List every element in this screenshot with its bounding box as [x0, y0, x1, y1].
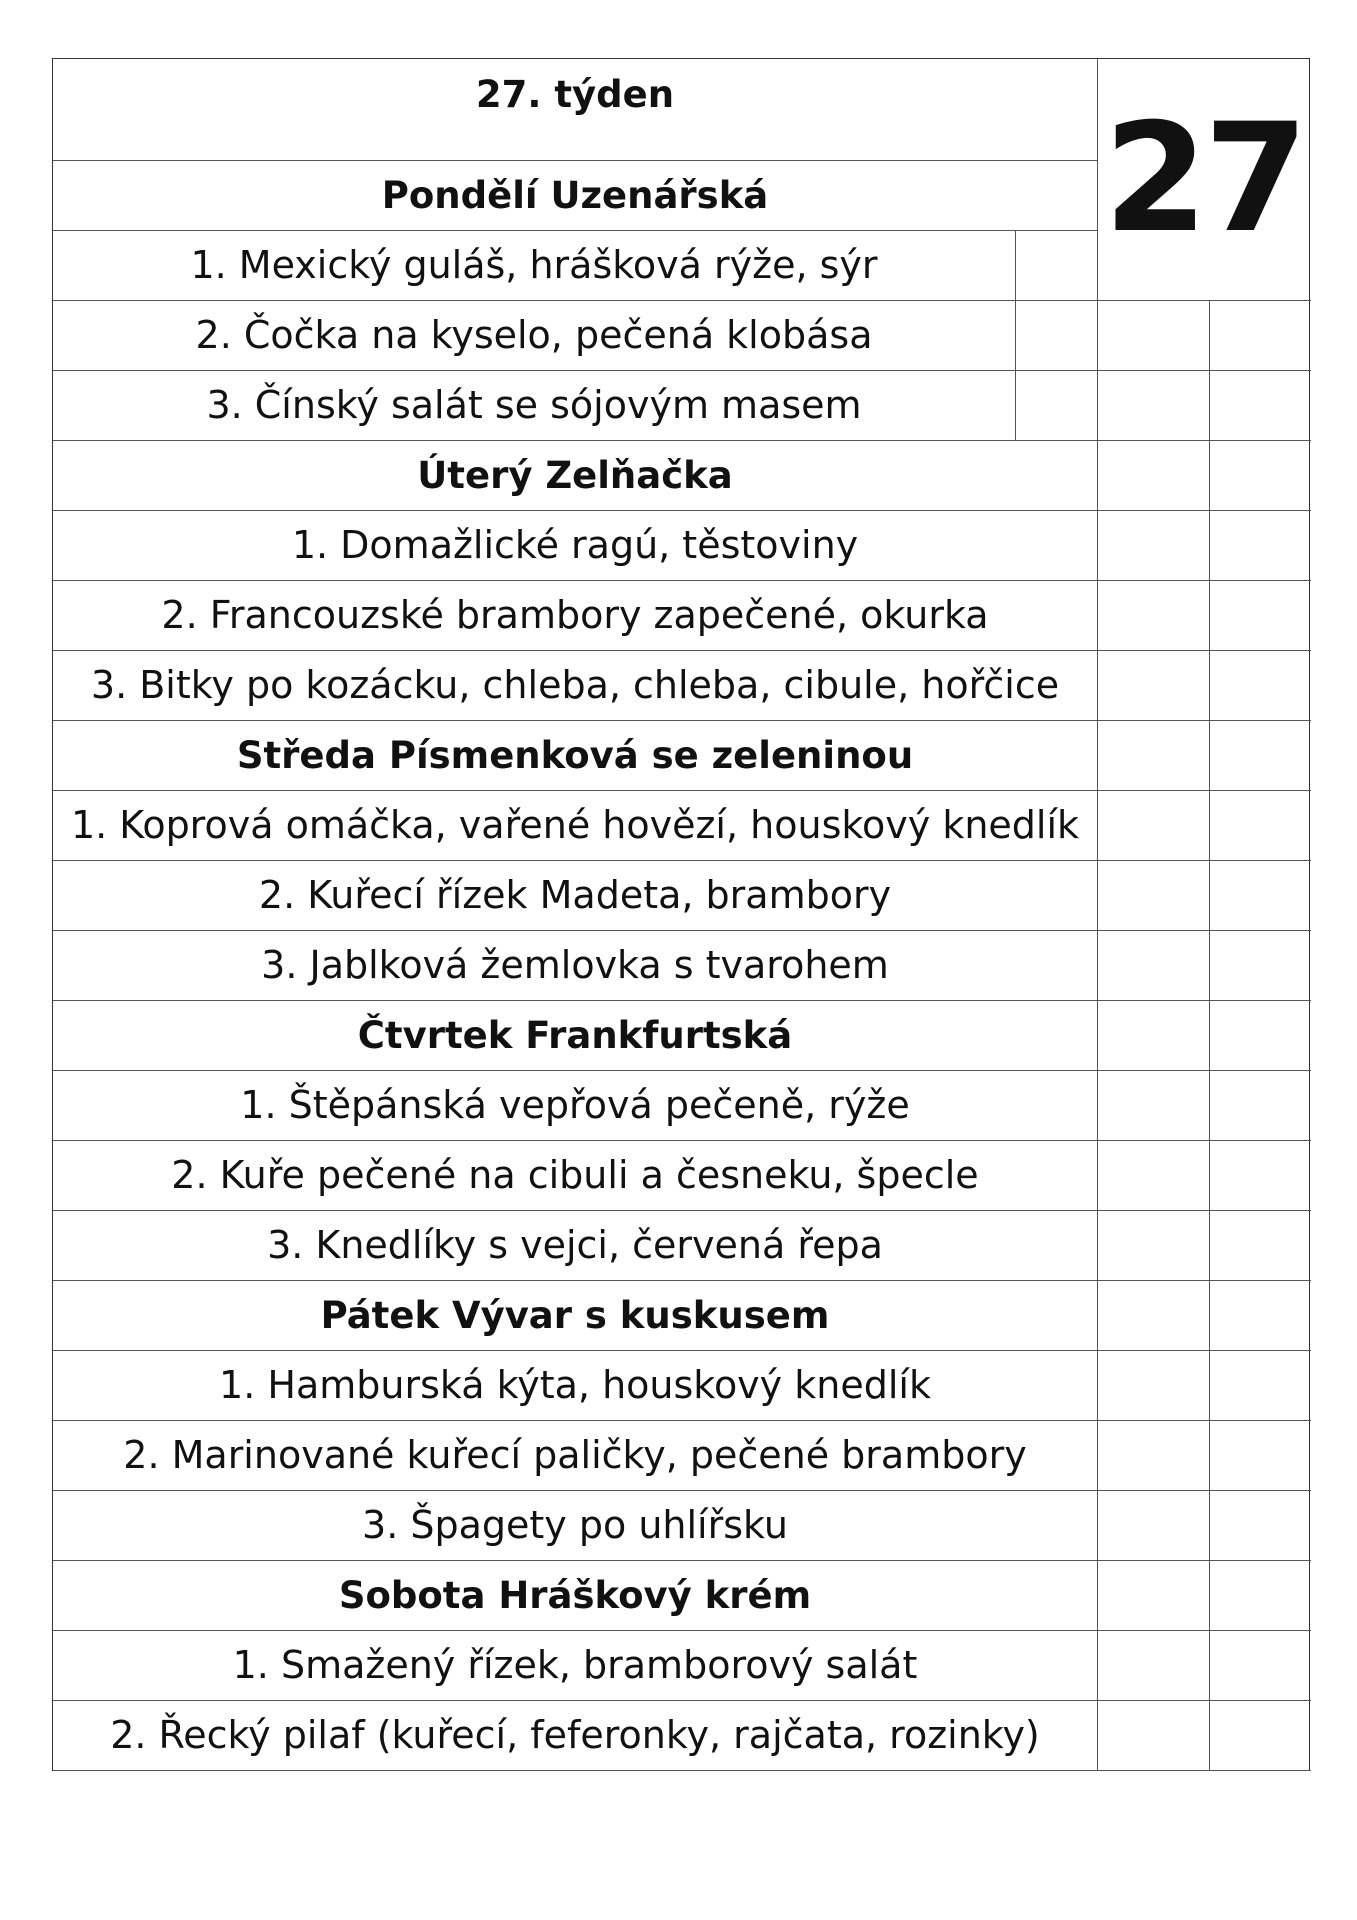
meal-item: 1. Smažený řízek, bramborový salát: [232, 1643, 918, 1687]
meal-item: 2. Řecký pilaf (kuřecí, feferonky, rajčata, rozinky): [110, 1713, 1040, 1757]
day-header: Pátek Vývar s kuskusem: [320, 1293, 830, 1337]
day-header: Pondělí Uzenářská: [381, 173, 769, 217]
day-header: Středa Písmenková se zeleninou: [236, 733, 914, 777]
meal-item: 3. Čínský salát se sójovým masem: [206, 383, 862, 427]
week-title: 27. týden: [475, 73, 675, 116]
meal-item: 2. Kuřecí řízek Madeta, brambory: [258, 873, 892, 917]
menu-table: [52, 58, 1310, 1771]
meal-item: 2. Francouzské brambory zapečené, okurka: [161, 593, 989, 637]
day-header: Sobota Hráškový krém: [338, 1573, 812, 1617]
meal-item: 3. Špagety po uhlířsku: [362, 1503, 788, 1547]
meal-item: 1. Mexický guláš, hrášková rýže, sýr: [190, 243, 878, 287]
meal-item: 3. Knedlíky s vejci, červená řepa: [267, 1223, 883, 1267]
meal-item: 2. Marinované kuřecí paličky, pečené brambory: [123, 1433, 1027, 1477]
meal-item: 3. Bitky po kozácku, chleba, chleba, cibule, hořčice: [90, 663, 1060, 707]
meal-item: 2. Čočka na kyselo, pečená klobása: [195, 313, 873, 357]
day-header: Čtvrtek Frankfurtská: [357, 1013, 793, 1057]
meal-item: 1. Koprová omáčka, vařené hovězí, houskový knedlík: [70, 803, 1080, 847]
meal-item: 1. Hamburská kýta, houskový knedlík: [219, 1363, 931, 1407]
meal-item: 1. Štěpánská vepřová pečeně, rýže: [240, 1083, 910, 1127]
meal-item: 2. Kuře pečené na cibuli a česneku, špecle: [171, 1153, 979, 1197]
day-header: Úterý Zelňačka: [417, 453, 733, 497]
meal-item: 1. Domažlické ragú, těstoviny: [291, 523, 859, 567]
week-number-badge: 27: [1103, 92, 1305, 266]
meal-item: 3. Jablková žemlovka s tvarohem: [261, 943, 889, 987]
